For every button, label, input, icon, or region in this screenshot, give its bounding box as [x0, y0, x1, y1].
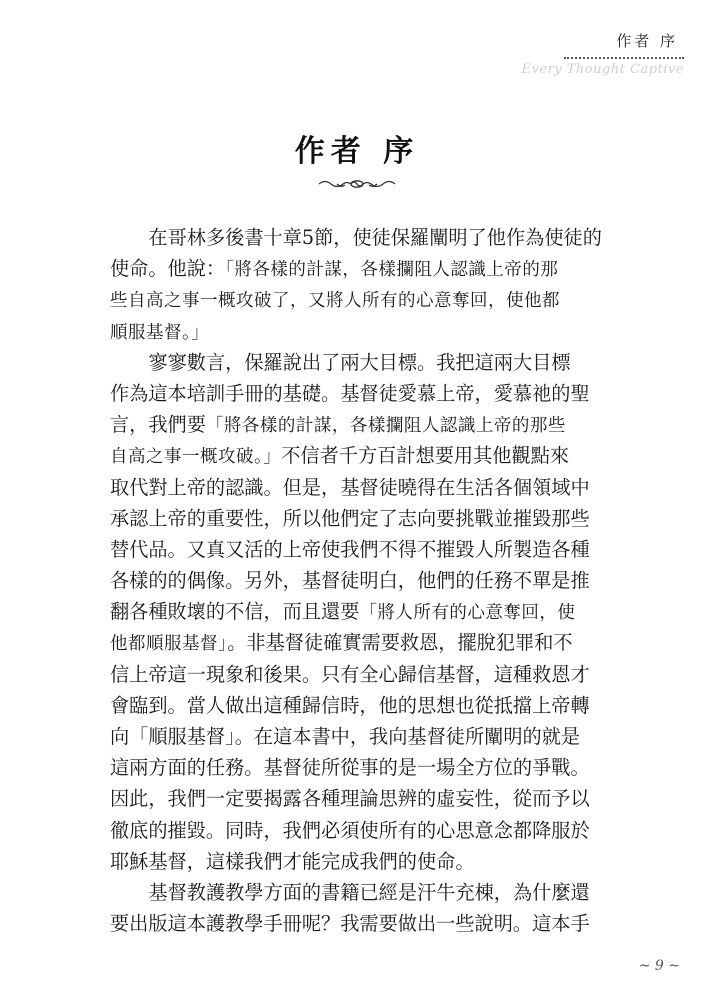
- text-segment: 翻各種敗壞的不信，而且還要: [110, 600, 360, 624]
- scripture-quote: 順服基督。」: [110, 322, 210, 343]
- text-segment: 會臨到。當人做出這種歸信時，他的思想也從抵擋上帝轉: [110, 693, 590, 717]
- text-line: [110, 565, 610, 596]
- text-line: [110, 846, 610, 877]
- text-segment: 承認上帝的重要性，所以他們定了志向要挑戰並摧毀那些: [110, 506, 590, 530]
- text-segment: 這兩方面的任務。基督徒所從事的是一場全方位的爭戰。: [110, 756, 590, 780]
- text-line: [110, 472, 610, 503]
- text-segment: 要出版這本護教學手冊呢？我需要做出一些說明。這本手: [110, 912, 590, 936]
- text-line: [110, 659, 610, 690]
- scripture-quote: 自高之事一概攻破。」: [110, 447, 282, 468]
- text-segment: 作為這本培訓手冊的基礎。基督徒愛慕上帝，愛慕祂的聖: [110, 381, 590, 405]
- scripture-quote: 「將各樣的計謀，各樣攔阻人認識上帝的那些: [205, 416, 566, 437]
- text-segment: 取代對上帝的認識。但是，基督徒曉得在生活各個領域中: [110, 475, 590, 499]
- text-segment: 徹底的摧毀。同時，我們必須使所有的心思意念都降服於: [110, 818, 590, 842]
- text-line: [110, 284, 610, 315]
- text-segment: 基督教護教學方面的書籍已經是汗牛充棟，為什麼還: [148, 880, 590, 904]
- text-segment: 寥寥數言，保羅說出了兩大目標。我把這兩大目標: [148, 350, 571, 374]
- page-number: ~ 9 ~: [638, 958, 680, 974]
- text-segment: 使命。他說：: [110, 257, 226, 281]
- text-line: [110, 316, 610, 347]
- text-line: [110, 627, 610, 658]
- text-line: [110, 596, 610, 627]
- running-header: [514, 30, 684, 77]
- text-line: [110, 690, 610, 721]
- text-line: [110, 783, 610, 814]
- text-line: [110, 347, 610, 378]
- text-segment: 替代品。又真又活的上帝使我們不得不摧毀人所製造各種: [110, 537, 590, 561]
- text-segment: 各樣的的偶像。另外，基督徒明白，他們的任務不單是推: [110, 569, 590, 593]
- text-segment: 因此，我們一定要揭露各種理論思辨的虛妄性，從而予以: [110, 787, 590, 811]
- running-header-rule: [564, 57, 684, 59]
- body-text: [110, 222, 610, 939]
- ornament-flourish-icon: [317, 176, 397, 192]
- scripture-quote: 些自高之事一概攻破了，又將人所有的心意奪回，使他都: [110, 291, 560, 312]
- text-segment: 不信者千方百計想要用其他觀點來: [281, 444, 570, 468]
- text-segment: 信上帝這一現象和後果。只有全心歸信基督，這種救恩才: [110, 662, 590, 686]
- text-line: [110, 721, 610, 752]
- text-line: [110, 409, 610, 440]
- text-line: [110, 253, 610, 284]
- text-segment: 向「順服基督」。在這本書中，我向基督徒所闡明的就是: [110, 725, 581, 748]
- text-segment: 言，我們要: [110, 413, 206, 437]
- text-line: [110, 222, 610, 253]
- scripture-quote: 他都順服基督」: [110, 634, 228, 655]
- running-header-subtitle: Every Thought Captive: [521, 62, 684, 77]
- text-line: [110, 752, 610, 783]
- running-header-title: 作者 序: [616, 32, 678, 50]
- text-line: [110, 877, 610, 908]
- text-segment: 。非基督徒確實需要救恩，擺脫犯罪和不: [227, 631, 573, 655]
- text-line: [110, 815, 610, 846]
- scripture-quote: 「將人所有的心意奪回，使: [359, 603, 576, 624]
- text-line: [110, 534, 610, 565]
- text-line: [110, 908, 610, 939]
- text-segment: 在哥林多後書十章5節，使徒保羅闡明了他作為使徒的: [148, 226, 602, 249]
- text-line: [110, 378, 610, 409]
- text-segment: 耶穌基督，這樣我們才能完成我們的使命。: [110, 849, 475, 873]
- chapter-title: 作者 序: [294, 134, 420, 169]
- text-line: [110, 440, 610, 471]
- scripture-quote: 「將各樣的計謀，各樣攔阻人認識上帝的那: [225, 260, 559, 281]
- text-line: [110, 503, 610, 534]
